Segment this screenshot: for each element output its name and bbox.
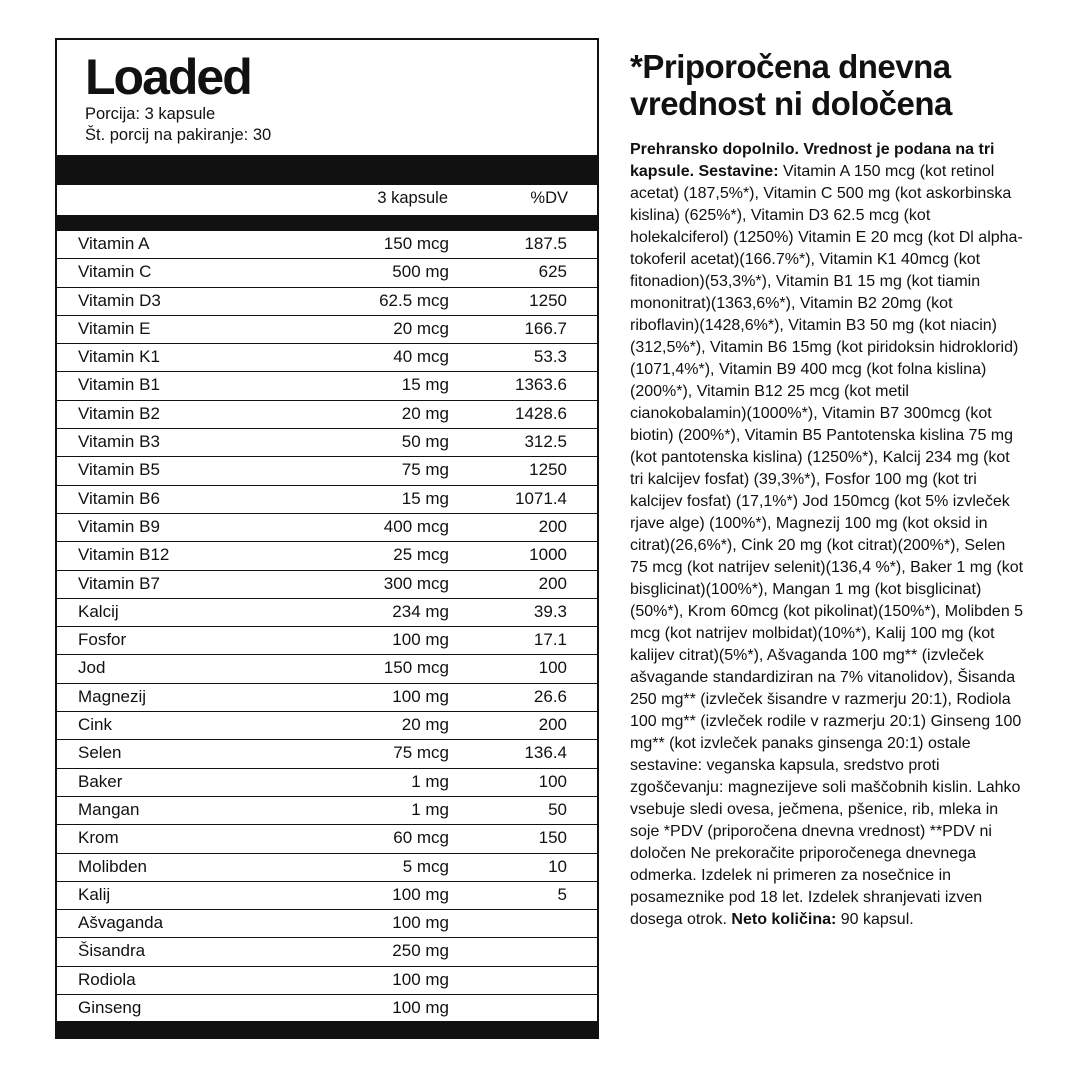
nutrient-dv: 26.6 — [533, 686, 567, 706]
table-row — [57, 995, 597, 1023]
nutrient-amount: 300 mcg — [383, 573, 449, 593]
table-row — [57, 372, 597, 400]
table-row — [57, 655, 597, 683]
column-header-dv: %DV — [530, 189, 568, 207]
table-row — [57, 938, 597, 966]
nutrient-name: Cink — [78, 715, 113, 735]
nutrient-amount: 62.5 mcg — [379, 290, 449, 310]
table-row — [57, 259, 597, 287]
nutrient-amount: 20 mg — [401, 403, 449, 423]
nutrient-amount: 15 mg — [401, 488, 449, 508]
nutrient-amount: 150 mcg — [383, 234, 449, 253]
nutrient-name: Molibden — [78, 856, 147, 876]
nutrient-name: Mangan — [78, 799, 140, 819]
table-row — [57, 401, 597, 429]
nutrient-dv: 136.4 — [524, 743, 567, 763]
nutrient-amount: 75 mcg — [393, 743, 449, 763]
nutrient-amount: 75 mg — [401, 460, 449, 480]
nutrient-dv: 53.3 — [533, 347, 567, 367]
nutrient-name: Selen — [78, 743, 122, 763]
nutrient-dv: 625 — [538, 262, 567, 282]
nutrient-amount: 20 mg — [401, 715, 449, 735]
table-row — [57, 797, 597, 825]
nutrient-amount: 150 mcg — [383, 658, 449, 678]
dv-not-set-notice: *Priporočena dnevna vrednost ni določena — [630, 48, 952, 122]
nutrient-amount: 100 mg — [392, 630, 449, 650]
nutrient-dv: 1071.4 — [515, 488, 567, 508]
nutrient-dv: 39.3 — [533, 601, 567, 621]
nutrient-name: Baker — [78, 771, 123, 791]
nutrient-name: Magnezij — [78, 686, 147, 706]
nutrient-amount: 400 mcg — [383, 516, 449, 536]
nutrient-name: Ašvaganda — [78, 913, 164, 933]
ingredients-intro: Prehransko dopolnilo. Vrednost je podana na tri kapsule. Sestavine: — [630, 141, 995, 180]
nutrient-dv: 100 — [538, 771, 567, 791]
nutrient-amount: 100 mg — [392, 969, 449, 989]
nutrient-name: Vitamin A — [78, 234, 150, 253]
nutrient-dv: 5 — [557, 884, 567, 904]
nutrient-amount: 1 mg — [411, 771, 449, 791]
nutrient-dv: 1363.6 — [515, 375, 567, 395]
table-row — [57, 967, 597, 995]
table-row — [57, 599, 597, 627]
nutrient-amount: 60 mcg — [393, 828, 449, 848]
brand-title: Loaded — [85, 49, 251, 105]
table-row — [57, 882, 597, 910]
table-row — [57, 486, 597, 514]
nutrient-amount: 1 mg — [411, 799, 449, 819]
nutrient-name: Kalcij — [78, 601, 119, 621]
nutrient-name: Vitamin B2 — [78, 403, 160, 423]
table-row — [57, 231, 597, 259]
table-row — [57, 344, 597, 372]
nutrient-dv: 150 — [538, 828, 567, 848]
ingredients-body: Vitamin A 150 mcg (kot retinol acetat) (187,5%*), Vitamin C 500 mg (kot askorbinska kislina) (625%*), Vitamin D3 62.5 mcg (kot holekalciferol) (1250%) Vitamin E 20 mcg (kot Dl alpha-tokoferil acetat)(166.7%*), Vitamin K1 40mcg (kot fitonadion)(53,3%*), Vitamin B1 15 mg (kot tiamin mononitrat)(1363,6%*), Vitamin B2 20mg (kot riboflavin)(1428,6%*), Vitamin B3 50 mg (kot niacin)(312,5%*), Vitamin B6 15mg (kot piridoksin hidroklorid)(1071,4%*), Vitamin B9 400 mcg (kot folna kislina) (200%*), Vitamin B12 25 mcg (kot metil cianokobalamin)(1000%*), Vitamin B7 300mcg (kot biotin) (200%*), Vitamin B5 Pantotenska kislina 75 mg (kot pantotenska kislina) (1250%*), Kalcij 234 mg (kot tri kalcijev fosfat) (39,3%*), Fosfor 100 mg (kot tri kalcijev fosfat) (17,1%*) Jod 150mcg (kot 5% izvleček rjave alge) (100%*), Magnezij 100 mg (kot oksid in citrat)(26,6%*), Cink 20 mg (kot citrat)(200%*), Selen 75 mcg (kot natrijev selenit)(136,4 %*), Baker 1 mg (kot bisglicinat)(100%*), Mangan 1 mg (kot bisglicinat)(50%*), Krom 60mcg (kot pikolinat)(150%*), Molibden 5 mcg (kot natrijev molbidat)(10%*), Kalij 100 mg (kot kalijev citrat)(5%*), Ašvaganda 100 mg** (izvleček ašvagande standardiziran na 7% vitanolidov), Šisanda 250 mg** (izvleček šisandre v razmerju 20:1), Rodiola 100 mg** (izvleček rodile v razmerju 20:1) Ginseng 100 mg** (kot izvleček panaks ginsenga 20:1) ostale sestavine: veganska kapsula, sredstvo proti zgoščevanju: magnezijeve soli maščobnih kislin. Lahko vsebuje sledi ovesa, ječmena, pšenice, rib, mleka in soje *PDV (priporočena dnevna vrednost) **PDV ni določen Ne prekoračite priporočenega dnevnega odmerka. Izdelek ni primeren za nosečnice in posameznike pod 18 let. Izdelek shranjevati izven dosega otrok. — [630, 163, 1024, 928]
net-quantity-label: Neto količina: — [731, 911, 837, 928]
nutrient-name: Rodiola — [78, 969, 136, 989]
nutrient-name: Vitamin B1 — [78, 375, 160, 395]
table-row — [57, 288, 597, 316]
nutrient-dv: 200 — [538, 715, 567, 735]
nutrient-amount: 100 mg — [392, 913, 449, 933]
nutrient-dv: 1250 — [529, 290, 567, 310]
nutrient-dv: 17.1 — [533, 630, 567, 650]
nutrient-dv: 200 — [538, 573, 567, 593]
nutrient-name: Vitamin B12 — [78, 545, 170, 565]
table-row — [57, 316, 597, 344]
divider-bar-top — [55, 155, 599, 185]
table-row — [57, 514, 597, 542]
nutrient-dv: 166.7 — [524, 318, 567, 338]
nutrient-amount: 234 mg — [392, 601, 449, 621]
table-row — [57, 712, 597, 740]
table-row — [57, 457, 597, 485]
table-row — [57, 542, 597, 570]
nutrient-dv: 312.5 — [524, 432, 567, 452]
divider-bar-middle — [55, 215, 599, 231]
nutrient-name: Vitamin B7 — [78, 573, 160, 593]
nutrient-amount: 50 mg — [401, 432, 449, 452]
nutrient-name: Fosfor — [78, 630, 127, 650]
column-header-amount: 3 kapsule — [377, 189, 448, 207]
nutrient-amount: 250 mg — [392, 941, 449, 961]
nutrient-name: Vitamin B6 — [78, 488, 160, 508]
column-header — [57, 185, 597, 215]
divider-bar-bottom — [55, 1021, 599, 1039]
nutrient-dv: 1000 — [529, 545, 567, 565]
table-row — [57, 910, 597, 938]
table-row — [57, 854, 597, 882]
table-row — [57, 740, 597, 768]
nutrient-amount: 100 mg — [392, 998, 449, 1018]
nutrient-name: Vitamin B5 — [78, 460, 160, 480]
nutrient-dv: 187.5 — [524, 234, 567, 253]
nutrient-dv: 10 — [548, 856, 567, 876]
table-row — [57, 571, 597, 599]
nutrient-table — [57, 231, 597, 1023]
nutrient-amount: 100 mg — [392, 884, 449, 904]
supplement-facts-panel — [55, 38, 599, 1039]
table-row — [57, 825, 597, 853]
serving-size: Porcija: 3 kapsule — [85, 105, 216, 123]
nutrient-dv: 1428.6 — [515, 403, 567, 423]
table-row — [57, 627, 597, 655]
serving-info — [85, 104, 271, 146]
nutrient-name: Ginseng — [78, 998, 142, 1018]
nutrient-name: Vitamin K1 — [78, 347, 160, 367]
nutrient-dv: 100 — [538, 658, 567, 678]
servings-per-pack: Št. porcij na pakiranje: 30 — [85, 126, 272, 144]
nutrient-name: Vitamin B3 — [78, 432, 160, 452]
nutrient-dv: 50 — [548, 799, 567, 819]
nutrient-amount: 100 mg — [392, 686, 449, 706]
nutrient-amount: 500 mg — [392, 262, 449, 282]
nutrient-amount: 5 mcg — [402, 856, 449, 876]
nutrient-name: Vitamin B9 — [78, 516, 160, 536]
nutrient-name: Šisandra — [78, 941, 146, 961]
nutrient-name: Vitamin C — [78, 262, 152, 282]
nutrient-name: Jod — [78, 658, 106, 678]
nutrient-amount: 20 mcg — [393, 318, 449, 338]
nutrient-name: Vitamin E — [78, 318, 151, 338]
nutrient-name: Kalij — [78, 884, 111, 904]
nutrient-amount: 25 mcg — [393, 545, 449, 565]
nutrient-amount: 15 mg — [401, 375, 449, 395]
nutrient-dv: 1250 — [529, 460, 567, 480]
table-row — [57, 769, 597, 797]
nutrient-dv: 200 — [538, 516, 567, 536]
table-row — [57, 684, 597, 712]
nutrient-name: Vitamin D3 — [78, 290, 161, 310]
net-quantity-value: 90 kapsul. — [836, 911, 914, 928]
nutrient-amount: 40 mcg — [393, 347, 449, 367]
nutrient-name: Krom — [78, 828, 119, 848]
table-row — [57, 429, 597, 457]
ingredients-text — [630, 139, 1025, 931]
